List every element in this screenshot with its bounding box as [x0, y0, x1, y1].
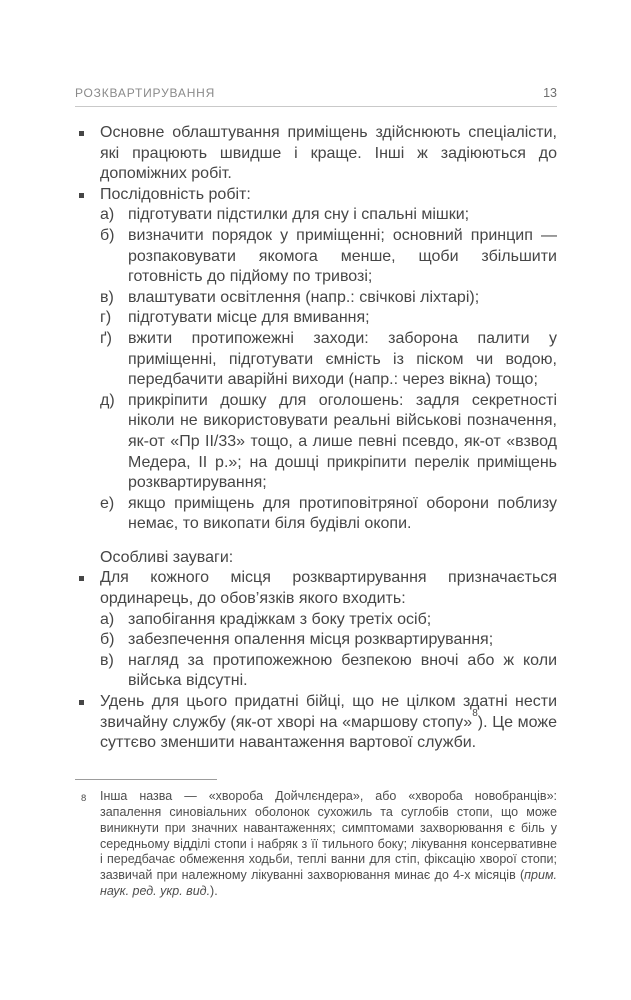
running-title: РОЗКВАРТИРУВАННЯ [75, 86, 216, 100]
sub-item-label: в) [100, 288, 114, 306]
sub-item-e [100, 494, 557, 535]
footnote-rule [75, 779, 217, 780]
sub-item-a [100, 205, 557, 226]
text-after-footnote-ref: ). Це може суттєво зменшити навантаження вартової служби. [100, 713, 558, 752]
footnote-editor-note: прим. наук. ред. укр. вид. [100, 868, 557, 899]
section-heading: Особливі зауваги: [100, 548, 234, 566]
footnote-marker: 8 [81, 792, 87, 804]
sub-item-text: визначити порядок у приміщенні; основний принцип — розпаковувати якомога менше, щоби збільшити готовність до підйому по тривозі; [128, 226, 557, 286]
sub-item-text: прикріпити дошку для оголошень: задля секретності ніколи не використовувати реальні військові позначення, як-от «Пр II/33» тощо, а лише певні псевдо, як-от «взвод Медера, II р.»; на дошці прикріпити перелік приміщень розквартирування; [128, 391, 557, 492]
bullet-icon [79, 576, 84, 581]
list-item-text: Послідовність робіт: [100, 185, 251, 203]
sub-item-label: г) [100, 309, 112, 327]
list-item-work-sequence [75, 185, 557, 535]
sub-item-b [100, 630, 557, 651]
page-header [75, 86, 557, 106]
footnote-reference: 8 [472, 708, 478, 720]
sub-item-text: забезпечення опалення місця розквартирування; [128, 631, 494, 649]
bullet-icon [79, 700, 84, 705]
sub-item-text: нагляд за протипожежною безпекою вночі або ж коли війська відсутні. [128, 651, 557, 690]
sub-item-label: а) [100, 610, 115, 628]
footnote-item [75, 789, 557, 900]
sub-item-v [100, 651, 557, 692]
sub-list [100, 205, 557, 535]
sub-item-label: е) [100, 494, 115, 512]
list-item-daytime-duty [75, 692, 557, 754]
footnote-text: Інша назва — «хвороба Дойчлєндера», або «хвороба новобранців»: запалення синовіальних оболонок сухожиль та суглобів стопи, що може виникнути при значних навантаженнях; симптомами захворювання є біль у середньому відділі стопи і набряк з її тильного боку; лікування консервативне і передбачає обмеження ходьби, теплі ванни для стіп, фіксацію хворої стопи; зазвичай при належному лікуванні захворювання минає до 4-х місяців ( [100, 788, 557, 883]
list-item-text [100, 692, 557, 754]
sub-item-text: підготувати підстилки для сну і спальні мішки; [128, 206, 470, 224]
bullet-icon [79, 193, 84, 198]
sub-item-text: якщо приміщень для протиповітряної оборони поблизу немає, то викопати біля будівлі окопи. [128, 494, 557, 533]
header-rule [75, 106, 557, 107]
sub-item-label: а) [100, 206, 115, 224]
sub-item-h [100, 308, 557, 329]
page-content [75, 123, 557, 754]
bullet-icon [79, 131, 84, 136]
sub-item-label: б) [100, 631, 115, 649]
sub-item-g [100, 329, 557, 391]
list-item-text: Для кожного місця розквартирування призначається ординарець, до обов’язків якого входить: [100, 569, 557, 608]
page-number: 13 [543, 86, 557, 100]
sub-item-text: влаштувати освітлення (напр.: свічкові ліхтарі); [128, 288, 480, 306]
sub-item-label: в) [100, 651, 114, 669]
sub-item-text: запобігання крадіжкам з боку третіх осіб; [128, 610, 432, 628]
list-item-setup [75, 123, 557, 185]
text-before-footnote-ref: Удень для цього придатні бійці, що не цілком здатні нести звичайну службу (як-от хворі на «маршову стопу» [100, 693, 557, 731]
sub-item-label: д) [100, 391, 115, 409]
sub-item-text: вжити протипожежні заходи: заборона палити у приміщенні, підготувати ємність із піском чи водою, передбачити аварійні виходи (напр.: через вікна) тощо; [128, 329, 557, 389]
sub-item-label: ґ) [100, 329, 112, 347]
sub-item-label: б) [100, 226, 115, 244]
sub-list [100, 610, 557, 692]
sub-item-v [100, 288, 557, 309]
sub-item-a [100, 610, 557, 631]
sub-item-d [100, 391, 557, 494]
footnote-closing: ). [210, 884, 218, 899]
sub-item-b [100, 226, 557, 288]
list-item-text: Основне облаштування приміщень здійснюють спеціалісти, які працюють швидше і краще. Інші ж задіюються до допоміжних робіт. [100, 124, 557, 183]
list-item-orderly [75, 568, 557, 692]
sub-item-text: підготувати місце для вмивання; [128, 309, 370, 327]
footnote-section [75, 779, 557, 900]
